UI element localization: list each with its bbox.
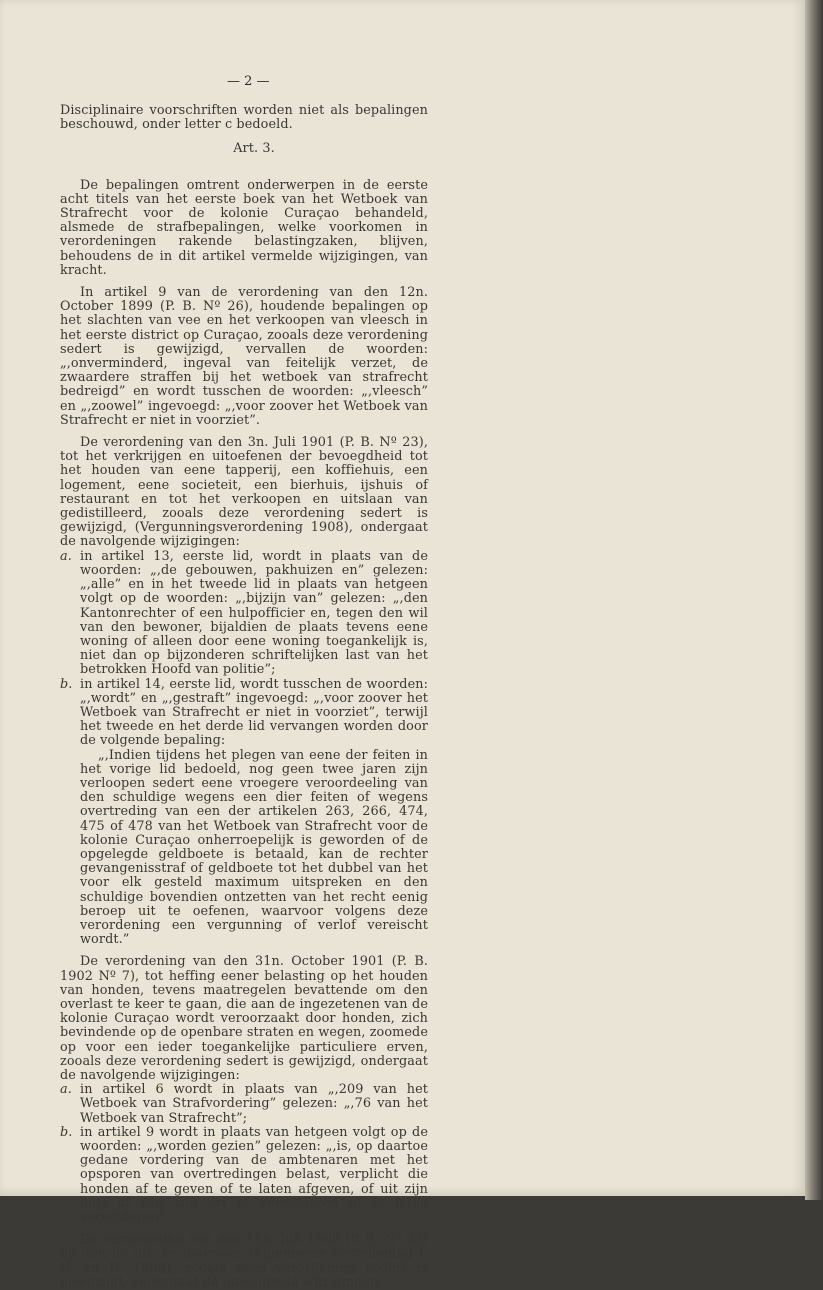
page-edge	[805, 0, 823, 1200]
list-item-label: a.	[60, 548, 72, 564]
page-text-column	[60, 104, 428, 1290]
intro-paragraph: Disciplinaire voorschriften worden niet als bepalingen beschouwd, onder letter c bedoeld.	[60, 103, 428, 133]
list-item-text: in artikel 6 wordt in plaats van „,209 van het Wetboek van Strafvordering” gelezen: „,76 van het Wetboek van Strafrecht”;	[80, 1082, 428, 1126]
list-item-text: in artikel 9 wordt in plaats van hetgeen volgt op de woorden: „,worden gezien” gelezen: „,is, op daartoe gedane vordering van de ambtenaren met het opsporen van overtredingen belast, verplicht die honden af te geven of te laten afgeven, of uit zijn huis of van zijn erf te verwijderen of te laten verwijderen”.	[80, 1124, 428, 1226]
list-item	[60, 550, 428, 678]
list-item-text: in artikel 14, eerste lid, wordt tusschen de woorden: „,wordt” en „,gestraft” ingevoegd: „,voor zoover het Wetboek van Strafrecht er niet in voorziet”, terwijl het tweede en het derde lid vervangen worden door de volgende bepaling:	[80, 676, 428, 749]
quoted-provision: „,Indien tijdens het plegen van eene der feiten in het vorige lid bedoeld, nog geen twee jaren zijn verloopen sedert eene vroegere veroordeeling van den schuldige wegens een dier feiten of wegens overtreding van een der artikelen 263, 266, 474, 475 of 478 van het Wetboek van Strafrecht voor de kolonie Curaçao onherroepelijk is geworden of de opgelegde geldboete is betaald, kan de rechter gevangenisstraf of geldboete tot het dubbel van het voor elk gesteld maximum uitspreken en den schuldige bovendien ontzetten van het recht eenig beroep uit te oefenen, waarvoor volgens deze verordening een vergunning of verlof vereischt wordt.”	[80, 747, 428, 948]
list-item	[60, 678, 428, 948]
paragraph-3: De verordening van den 3n. Juli 1901 (P. B. Nº 23), tot het verkrijgen en uitoefenen der bevoegdheid tot het houden van eene tapperij, een koffiehuis, een logement, eene societeit, een bierhuis, ijshuis of restaurant en tot het verkoopen en uitslaan van gedistilleerd, zooals deze verordening sedert is gewijzigd, (Vergunningsverordening 1908), ondergaat de navolgende wijzigingen:	[60, 435, 428, 550]
list-item-label: a.	[60, 1082, 72, 1098]
page-number: — 2 —	[227, 74, 270, 89]
list-item	[60, 1083, 428, 1126]
paragraph-4: De verordening van den 31n. October 1901 (P. B. 1902 Nº 7), tot heffing eener belasting op het houden van honden, tevens maatregelen bevattende om den overlast te keer te gaan, die aan de ingezetenen van de kolonie Curaçao wordt veroorzaakt door honden, zich bevindende op de openbare straten en wegen, zoomede op voor een ieder toegankelijke particuliere erven, zooals deze verordening sedert is gewijzigd, ondergaat de navolgende wijzigingen:	[60, 954, 429, 1083]
list-item-label: b.	[60, 1124, 73, 1140]
list-item	[60, 1126, 428, 1225]
list-item-text: in artikel 13, eerste lid, wordt in plaats van de woorden: „,de gebouwen, pakhuizen en” gelezen: „,alle” en in het tweede lid in plaats van hetgeen volgt op de woorden: „,bijzijn van” gelezen: „,den Kantonrechter of een hulpofficier en, tegen den wil van den bewoner, bijaldien de plaats tevens eene woning of alleen door eene woning toegankelijk is, niet dan op bijzonderen schriftelijken last van het betrokken Hoofd van politie”;	[80, 548, 428, 678]
paragraph-5: De verordening van den 16n. Juli 1908 (P. B. Nº 33) op den in- uit- en doorvoer (Algemeene Verordening I. U. en D. 1908), zooals deze verordening sedert is gewijzigd, ondergaat de navolgende wijzigingen:	[60, 1232, 428, 1290]
paragraph-1: De bepalingen omtrent onderwerpen in de eerste acht titels van het eerste boek van het Wetboek van Strafrecht voor de kolonie Curaçao behandeld, alsmede de strafbepalingen, welke voorkomen in verordeningen rakende belastingzaken, blijven, behoudens de in dit artikel vermelde wijzigingen, van kracht.	[60, 177, 428, 278]
list-item-label: b.	[60, 676, 73, 692]
paragraph-2: In artikel 9 van de verordening van den 12n. October 1899 (P. B. Nº 26), houdende bepalingen op het slachten van vee en het verkoopen van vleesch in het eerste district op Curaçao, zooals deze verordening sedert is gewijzigd, vervallen de woorden: „,onverminderd, ingeval van feitelijk verzet, de zwaardere straffen bij het wetboek van strafrecht bedreigd” en wordt tusschen de woorden: „,vleesch” en „,zoowel” ingevoegd: „,voor zoover het Wetboek van Strafrecht er niet in voorziet”.	[60, 285, 428, 428]
article-heading: Art. 3.	[233, 141, 275, 157]
